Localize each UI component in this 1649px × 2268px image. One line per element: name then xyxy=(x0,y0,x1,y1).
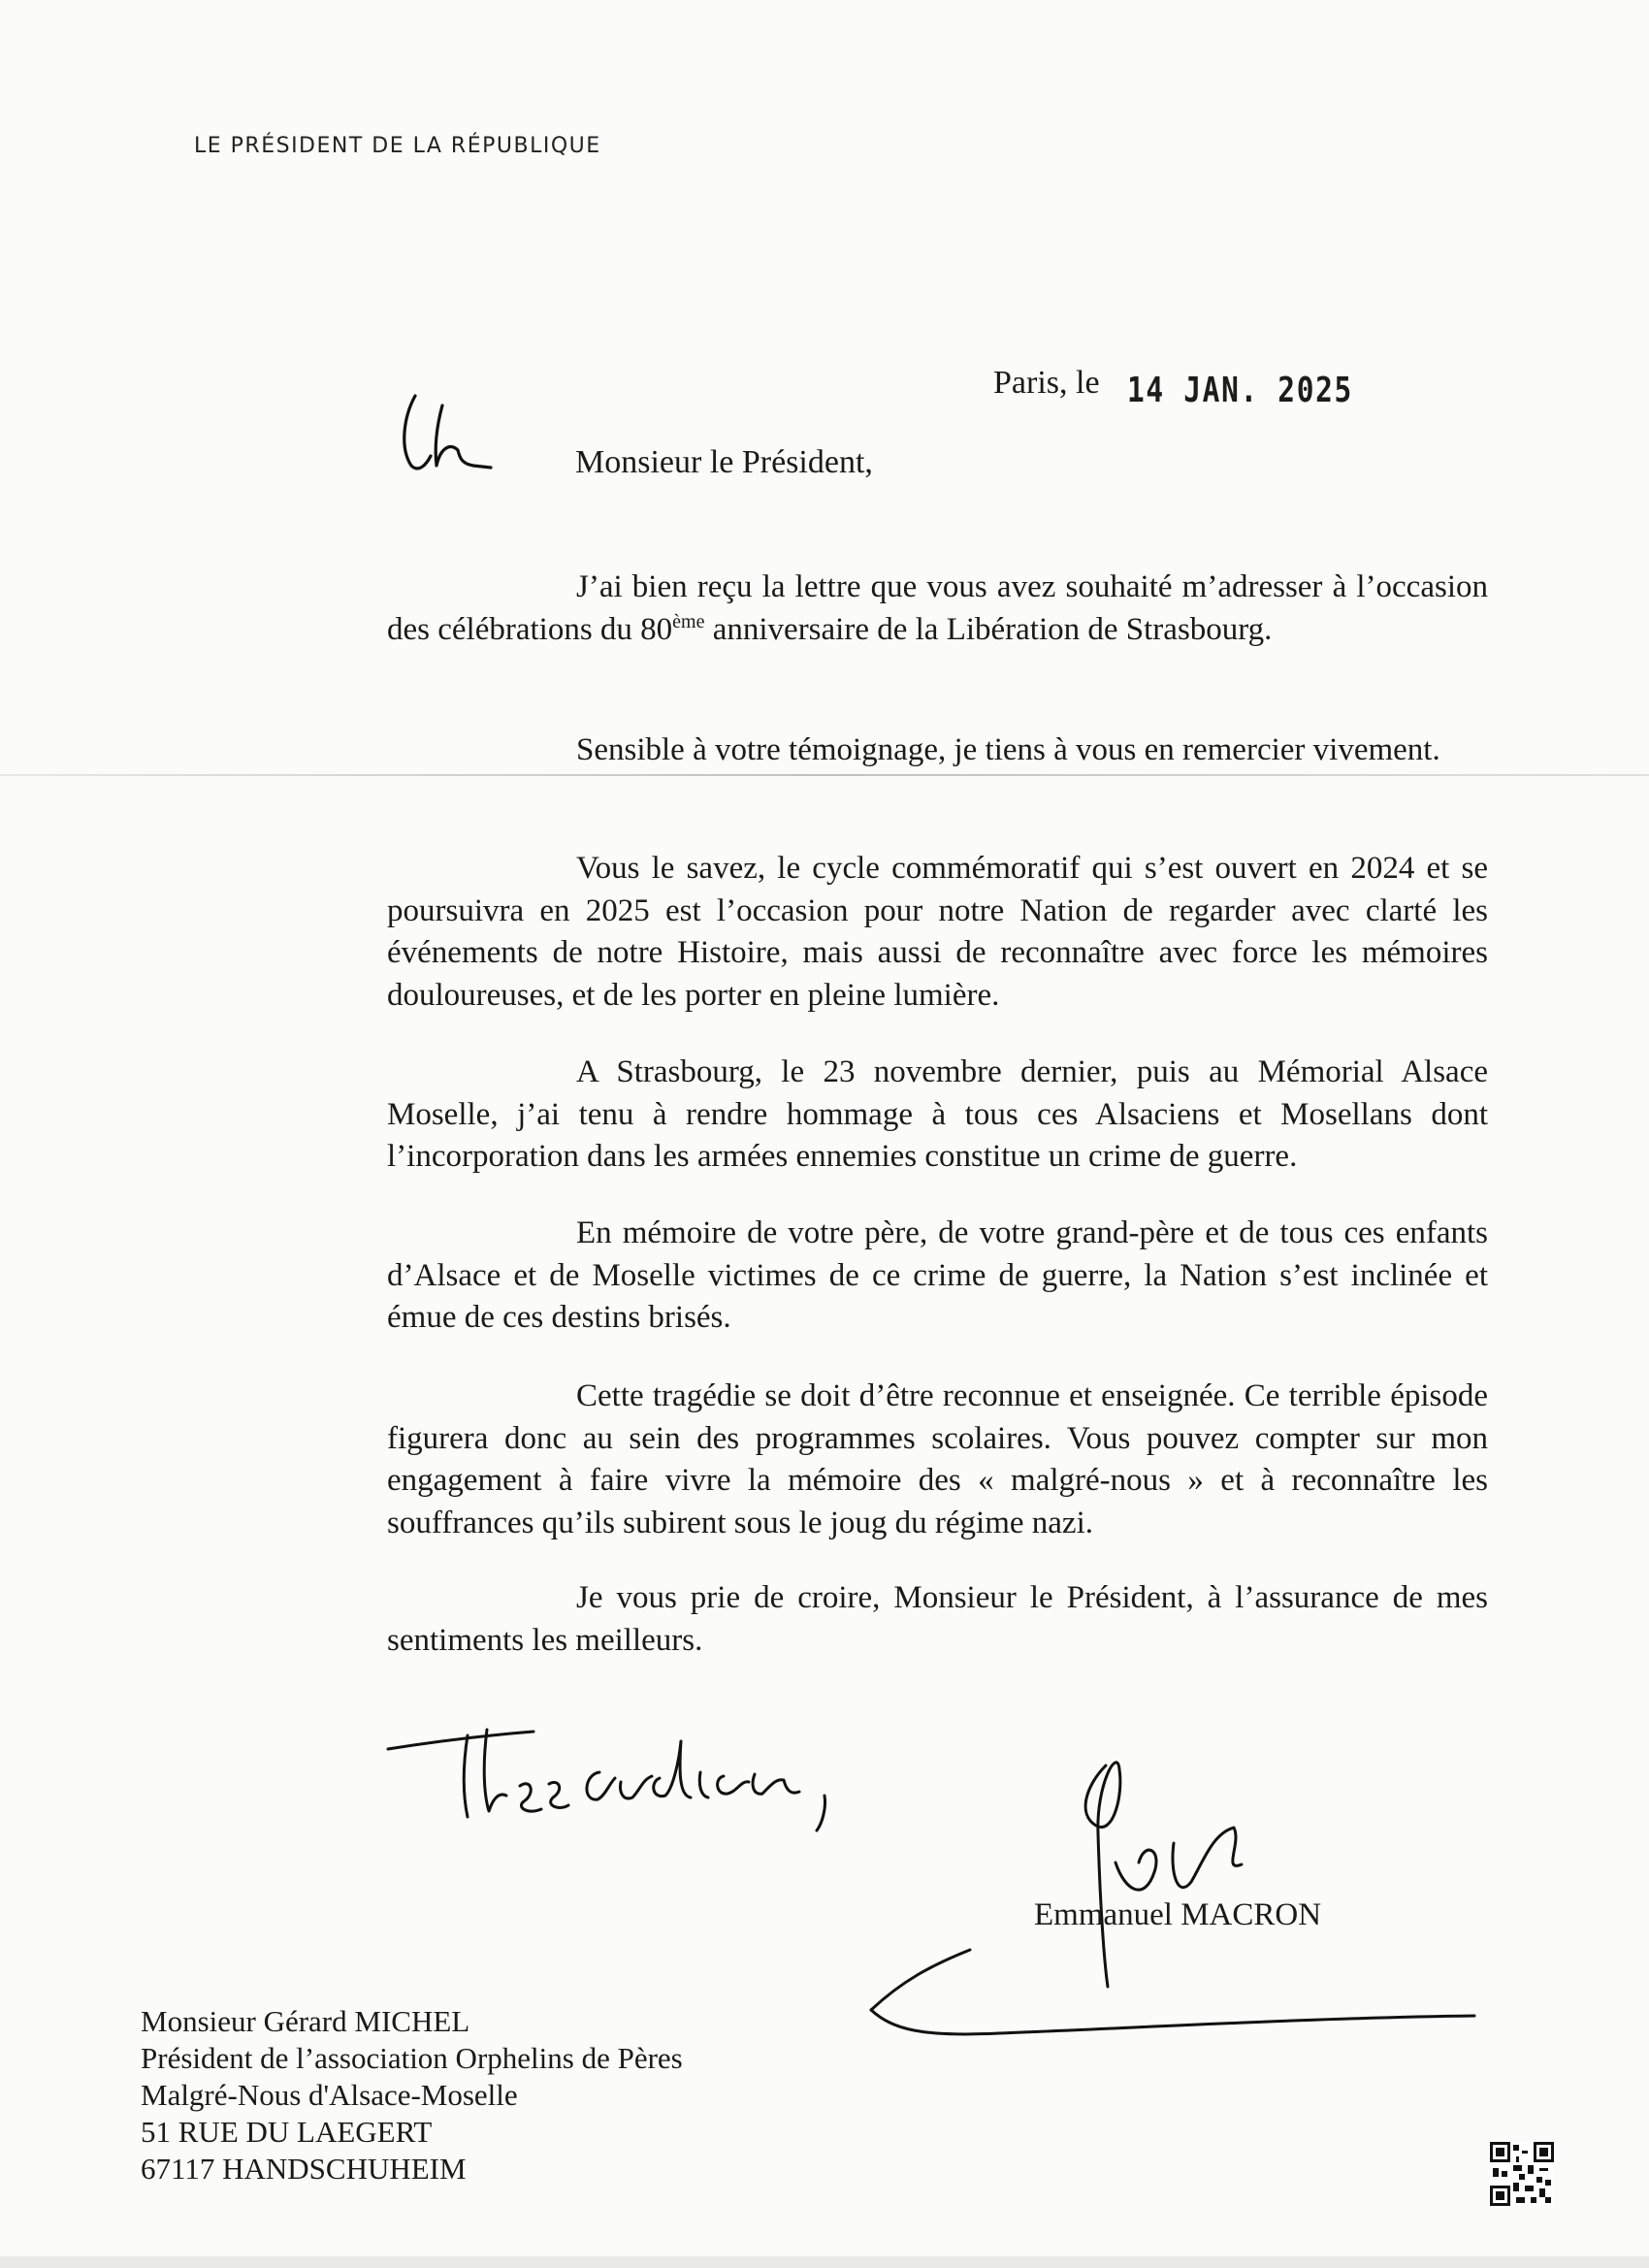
recipient-address xyxy=(141,2003,683,2187)
paragraph-2: Sensible à votre témoignage, je tiens à vous en remercier vivement. xyxy=(576,732,1440,767)
ordinal-superscript: ème xyxy=(672,610,705,632)
qr-code-icon xyxy=(1490,2142,1554,2206)
recipient-street: 51 RUE DU LAEGERT xyxy=(141,2115,433,2149)
paragraph-5: En mémoire de votre père, de votre grand-père et de tous ces enfants d’Alsace et de Moselle victimes de ce crime de guerre, la Nation s’est inclinée et émue de ces destins brisés. xyxy=(387,1215,1488,1335)
salutation: Monsieur le Président, xyxy=(575,444,873,480)
paragraph-1-text: J’ai bien reçu la lettre que vous avez souhaité m’adresser à l’occasion des célébrations du 80 xyxy=(387,569,1488,647)
page-bottom-edge xyxy=(0,2256,1649,2268)
recipient-city: 67117 HANDSCHUHEIM xyxy=(141,2152,467,2186)
paragraph-1-text-end: anniversaire de la Libération de Strasbourg. xyxy=(704,611,1273,647)
signatory-name: Emmanuel MACRON xyxy=(1034,1897,1322,1932)
paragraph-1 xyxy=(387,567,1488,651)
paper-fold-line xyxy=(0,774,1649,776)
handwritten-initials xyxy=(398,388,504,475)
paragraph-6: Cette tragédie se doit d’être reconnue et enseignée. Ce terrible épisode figurera donc au sein des programmes scolaires. Vous pouvez compter sur mon engagement à faire vivre la mémoire des « malgré-nous » et à reconnaître les souffrances qu’ils subirent sous le joug du régime nazi. xyxy=(387,1378,1488,1540)
recipient-name: Monsieur Gérard MICHEL xyxy=(141,2004,470,2038)
paragraph-4: A Strasbourg, le 23 novembre dernier, puis au Mémorial Alsace Moselle, j’ai tenu à rendre hommage à tous ces Alsaciens et Mosellans dont l’incorporation dans les armées ennemies constitue un crime de guerre. xyxy=(387,1054,1488,1174)
letterhead: LE PRÉSIDENT DE LA RÉPUBLIQUE xyxy=(194,134,601,158)
paragraph-7: Je vous prie de croire, Monsieur le Président, à l’assurance de mes sentiments les meilleurs. xyxy=(387,1580,1488,1658)
date-stamp: 14 JAN. 2025 xyxy=(1127,371,1353,410)
paragraph-3: Vous le savez, le cycle commémoratif qui s’est ouvert en 2024 et se poursuivra en 2025 est l’occasion pour notre Nation de regarder avec clarté les événements de notre Histoire, mais aussi de reconnaître avec force les mémoires douloureuses, et de les porter en pleine lumière. xyxy=(387,851,1488,1013)
date-prefix: Paris, le xyxy=(993,365,1100,401)
handwritten-closing xyxy=(378,1702,902,1838)
recipient-title: Président de l’association Orphelins de Pères xyxy=(141,2041,683,2075)
recipient-association: Malgré-Nous d'Alsace-Moselle xyxy=(141,2078,518,2112)
